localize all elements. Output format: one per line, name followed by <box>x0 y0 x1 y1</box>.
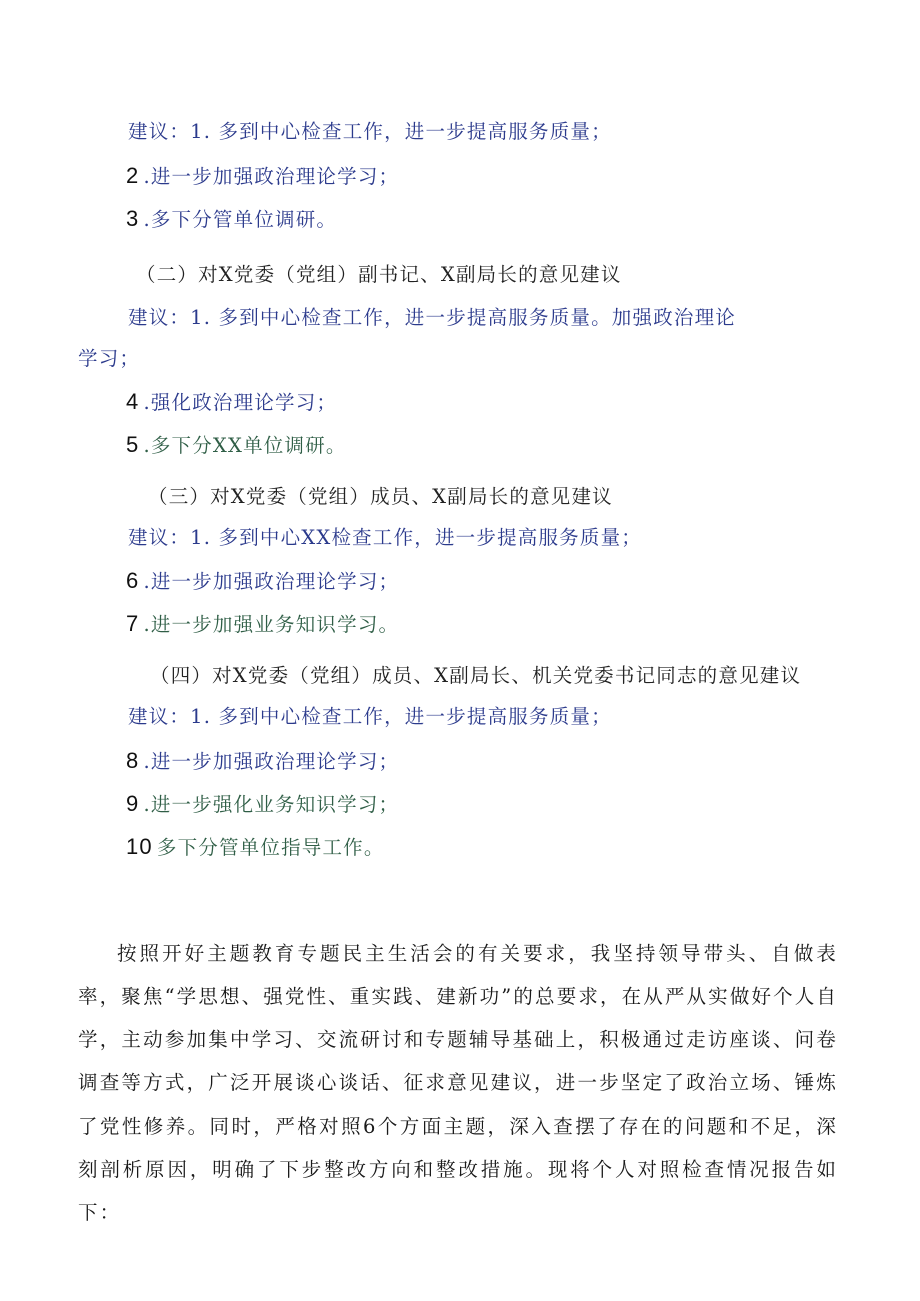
report-paragraph: 按照开好主题教育专题民主生活会的有关要求，我坚持领导带头、自做表率，聚焦“学思想、强党性、重实践、建新功”的总要求，在从严从实做好个人自学，主动参加集中学习、交流研讨和专题辅导基础上，积极通过走访座谈、问卷调查等方式，广泛开展谈心谈话、征求意见建议，进一步坚定了政治立场、锤炼了党性修养。同时，严格对照6个方面主题，深入查摆了存在的问题和不足，深刻剖析原因，明确了下步整改方向和整改措施。现将个人对照检查情况报告如下： <box>78 941 838 1225</box>
suggestion-line: 9 .进一步强化业务知识学习； <box>126 791 400 816</box>
suggestion-line: 2 .进一步加强政治理论学习； <box>126 163 400 188</box>
suggestion-line: 建议：1. 多到中心XX检查工作，进一步提高服务质量； <box>128 526 642 549</box>
suggestion-line: 建议：1. 多到中心检查工作，进一步提高服务质量； <box>128 705 612 728</box>
suggestion-line: 8 .进一步加强政治理论学习； <box>126 748 400 773</box>
suggestion-line: 6 .进一步加强政治理论学习； <box>126 568 400 593</box>
suggestion-line: 学习； <box>78 347 141 370</box>
section-heading: （三）对X党委（党组）成员、X副局长的意见建议 <box>148 485 613 508</box>
suggestion-line: 建议：1. 多到中心检查工作，进一步提高服务质量； <box>128 120 612 143</box>
suggestion-line: 7 .进一步加强业务知识学习。 <box>126 611 400 636</box>
suggestion-line: 3 .多下分管单位调研。 <box>126 206 338 231</box>
suggestion-line: 5 .多下分XX单位调研。 <box>126 432 347 457</box>
suggestion-line: 10 多下分管单位指导工作。 <box>126 834 385 859</box>
suggestion-line: 4 .强化政治理论学习； <box>126 389 338 414</box>
section-heading: （二）对X党委（党组）副书记、X副局长的意见建议 <box>136 263 622 286</box>
section-heading: （四）对X党委（党组）成员、X副局长、机关党委书记同志的意见建议 <box>150 664 802 687</box>
suggestion-line: 建议：1. 多到中心检查工作，进一步提高服务质量。加强政治理论 <box>128 306 737 329</box>
